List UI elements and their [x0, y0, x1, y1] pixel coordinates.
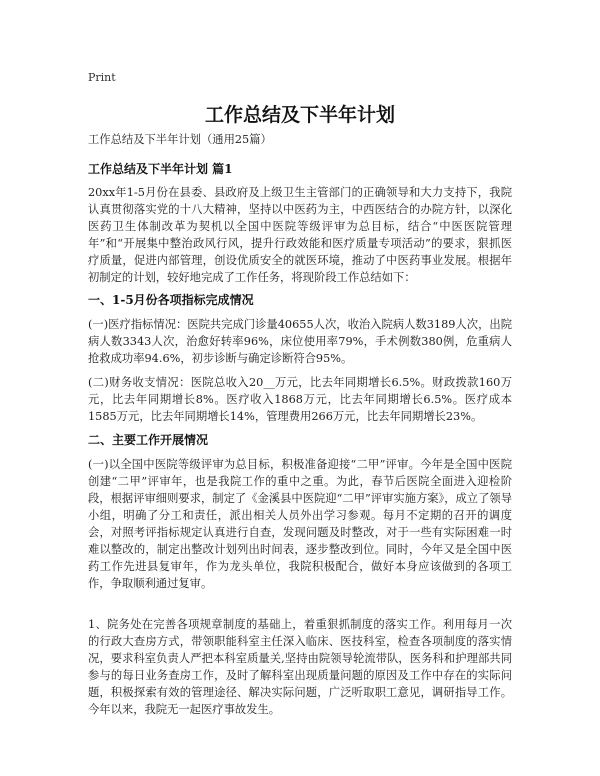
- section-heading-1: 一、1-5月份各项指标完成情况: [88, 293, 254, 307]
- section-title: 工作总结及下半年计划 篇1: [88, 162, 233, 176]
- work-paragraph-2: 1、院务处在完善各项规章制度的基础上，着重狠抓制度的落实工作。利用每月一次的行政大查房方式，带领职能科室主任深入临床、医技科室，检查各项制度的落实情况，要求科室负责人严把本科室质量关,坚持由院领导轮流带队，医务科和护理部共同参与的每日业务查房工作，及时了解科室出现质量问题的原因及工作中存在的实际问题，积极探索有效的管理途径、解决实际问题，广泛听取职工意见，调研指导工作。今年以来，我院无一起医疗事故发生。: [88, 618, 512, 716]
- section-heading-2: 二、主要工作开展情况: [88, 433, 209, 447]
- intro-paragraph: 20xx年1-5月份在县委、县政府及上级卫生主管部门的正确领导和大力支持下，我院认真贯彻落实党的十八大精神，坚持以中医药为主，中西医结合的办院方针，以深化医药卫生体制改革为契机以全国中医院等级评审为总目标，结合“中医医院管理年”和“开展集中整治政风行风，提升行政效能和医疗质量专项活动”的要求，狠抓医疗质量，促进内部管理，创设优质安全的就医环境，推动了中医药事业发展。根据年初制定的计划，较好地完成了工作任务，将现阶段工作总结如下：: [88, 186, 512, 284]
- print-label[interactable]: Print: [88, 71, 116, 84]
- medical-indicators-paragraph: (一)医疗指标情况：医院共完成门诊量40655人次，收治入院病人数3189人次，出院病人数3343人次，治愈好转率96%，床位使用率79%，手术例数380例，危重病人抢救成功率94.6%，初步诊断与确定诊断符合95%。: [88, 318, 512, 365]
- finance-paragraph: (二)财务收支情况：医院总收入20__万元，比去年同期增长6.5%。财政拨款160万元，比去年同期增长8%。医疗收入1868万元，比去年同期增长6.5%。医疗成本1585万元，比去年同期增长14%，管理费用266万元，比去年同期增长23%。: [88, 376, 512, 423]
- page-title: 工作总结及下半年计划: [204, 104, 395, 126]
- subtitle: 工作总结及下半年计划（通用25篇）: [88, 133, 272, 146]
- work-paragraph-1: (一)以全国中医院等级评审为总目标，积极准备迎接“二甲”评审。今年是全国中医院创建“二甲”评审年，也是我院工作的重中之重。为此，春节后医院全面进入迎检阶段，根据评审细则要求，制定了《金溪县中医院迎“二甲”评审实施方案》，成立了领导小组，明确了分工和责任，派出相关人员外出学习参观。每月不定期的召开的调度会，对照考评指标规定认真进行自查，发现问题及时整改，对于一些有实际困难一时难以整改的，制定出整改计划列出时间表，逐步整改到位。同时，今年又是全国中医药工作先进县复审年，作为龙头单位，我院积极配合，做好本身应该做到的各项工作，争取顺利通过复审。: [88, 458, 512, 590]
